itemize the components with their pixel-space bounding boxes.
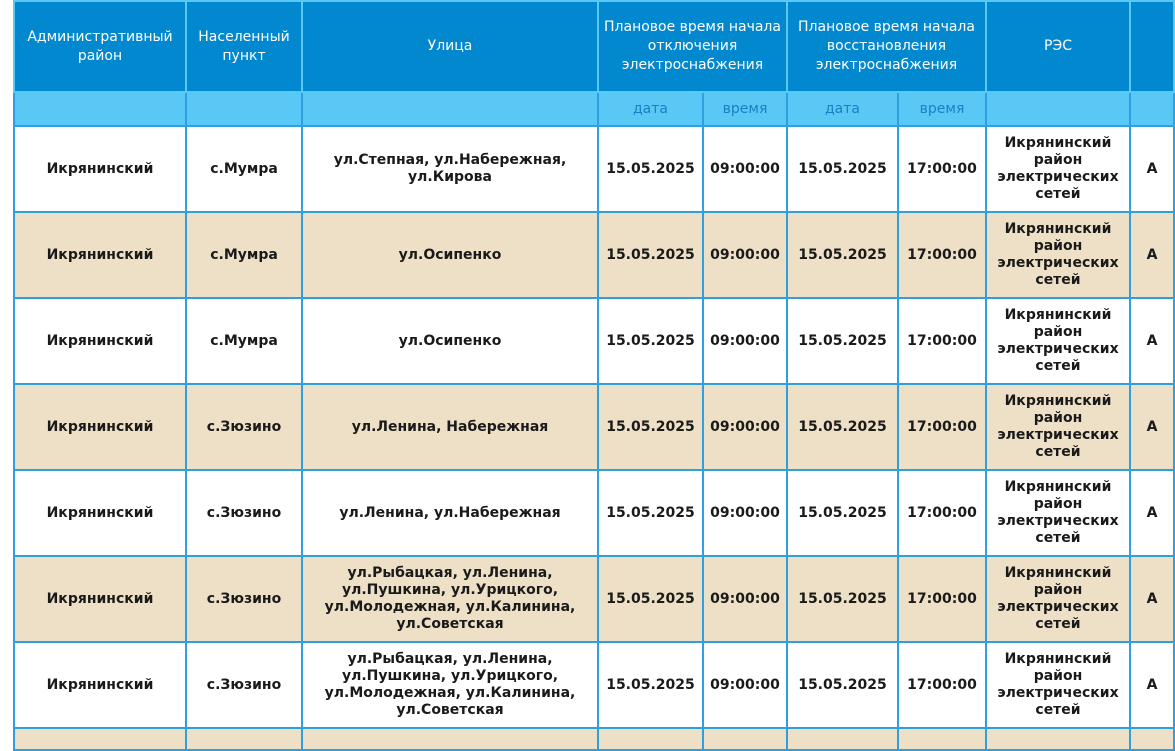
subheader-empty [1130,92,1174,126]
cell-start-time: 09:00:00 [703,384,787,470]
cell-extra: А [1130,212,1174,298]
table-cell [986,728,1130,750]
subheader-empty [186,92,302,126]
header-settlement: Населенный пункт [186,1,302,92]
header-extra [1130,1,1174,92]
cell-res: Икрянинский район электрических сетей [986,556,1130,642]
cell-start-date: 15.05.2025 [598,384,703,470]
cell-district: Икрянинский [14,470,186,556]
cell-res: Икрянинский район электрических сетей [986,642,1130,728]
cell-settlement: с.Зюзино [186,556,302,642]
cell-extra: А [1130,298,1174,384]
subheader-empty [986,92,1130,126]
header-planned-start: Плановое время начала отключения электроснабжения [598,1,787,92]
table-cell [14,728,186,750]
table-header [14,1,1174,126]
cell-street: ул.Рыбацкая, ул.Ленина, ул.Пушкина, ул.Урицкого, ул.Молодежная, ул.Калинина, ул.Советская [302,642,598,728]
cell-street: ул.Степная, ул.Набережная, ул.Кирова [302,126,598,212]
cell-restore-time: 17:00:00 [898,556,986,642]
cell-restore-date: 15.05.2025 [787,298,898,384]
cell-restore-time: 17:00:00 [898,642,986,728]
subheader-empty [302,92,598,126]
cell-start-time: 09:00:00 [703,212,787,298]
cell-res: Икрянинский район электрических сетей [986,298,1130,384]
table-row [14,642,1174,728]
cell-settlement: с.Зюзино [186,642,302,728]
cell-extra: А [1130,126,1174,212]
table-cell [186,728,302,750]
cell-street: ул.Осипенко [302,212,598,298]
cell-restore-time: 17:00:00 [898,384,986,470]
table-cell [787,728,898,750]
subheader-restore-date: дата [787,92,898,126]
table-row [14,384,1174,470]
header-street: Улица [302,1,598,92]
cell-start-time: 09:00:00 [703,556,787,642]
table-body [14,126,1174,750]
table-cell [703,728,787,750]
cell-district: Икрянинский [14,212,186,298]
table-cell [598,728,703,750]
cell-street: ул.Ленина, Набережная [302,384,598,470]
cell-street: ул.Осипенко [302,298,598,384]
cell-street: ул.Рыбацкая, ул.Ленина, ул.Пушкина, ул.Урицкого, ул.Молодежная, ул.Калинина, ул.Советская [302,556,598,642]
cell-settlement: с.Мумра [186,126,302,212]
cell-res: Икрянинский район электрических сетей [986,126,1130,212]
cell-settlement: с.Мумра [186,212,302,298]
table-cell [1130,728,1174,750]
header-planned-restore: Плановое время начала восстановления электроснабжения [787,1,986,92]
cell-restore-date: 15.05.2025 [787,126,898,212]
cell-district: Икрянинский [14,298,186,384]
cell-start-date: 15.05.2025 [598,212,703,298]
cell-restore-time: 17:00:00 [898,470,986,556]
subheader-row [14,92,1174,126]
cell-district: Икрянинский [14,384,186,470]
cell-extra: А [1130,384,1174,470]
header-res: РЭС [986,1,1130,92]
subheader-start-time: время [703,92,787,126]
cell-start-time: 09:00:00 [703,126,787,212]
cell-start-date: 15.05.2025 [598,126,703,212]
cell-restore-date: 15.05.2025 [787,212,898,298]
header-district: Административный район [14,1,186,92]
cell-res: Икрянинский район электрических сетей [986,470,1130,556]
table-row [14,470,1174,556]
cell-start-date: 15.05.2025 [598,470,703,556]
header-row [14,1,1174,92]
cell-district: Икрянинский [14,556,186,642]
table-row [14,298,1174,384]
table-row [14,728,1174,750]
subheader-restore-time: время [898,92,986,126]
cell-restore-date: 15.05.2025 [787,642,898,728]
cell-restore-date: 15.05.2025 [787,556,898,642]
cell-restore-time: 17:00:00 [898,298,986,384]
cell-restore-time: 17:00:00 [898,126,986,212]
cell-start-time: 09:00:00 [703,298,787,384]
cell-settlement: с.Мумра [186,298,302,384]
cell-restore-date: 15.05.2025 [787,470,898,556]
cell-district: Икрянинский [14,642,186,728]
cell-start-date: 15.05.2025 [598,642,703,728]
subheader-start-date: дата [598,92,703,126]
cell-res: Икрянинский район электрических сетей [986,384,1130,470]
cell-street: ул.Ленина, ул.Набережная [302,470,598,556]
cell-restore-time: 17:00:00 [898,212,986,298]
cell-start-date: 15.05.2025 [598,298,703,384]
cell-start-time: 09:00:00 [703,470,787,556]
table-cell [898,728,986,750]
cell-extra: А [1130,470,1174,556]
cell-settlement: с.Зюзино [186,384,302,470]
cell-extra: А [1130,556,1174,642]
table-row [14,556,1174,642]
table-row [14,126,1174,212]
cell-extra: А [1130,642,1174,728]
table-cell [302,728,598,750]
cell-district: Икрянинский [14,126,186,212]
subheader-empty [14,92,186,126]
cell-start-date: 15.05.2025 [598,556,703,642]
cell-settlement: с.Зюзино [186,470,302,556]
outage-table [13,0,1175,751]
cell-start-time: 09:00:00 [703,642,787,728]
cell-res: Икрянинский район электрических сетей [986,212,1130,298]
table-row [14,212,1174,298]
cell-restore-date: 15.05.2025 [787,384,898,470]
